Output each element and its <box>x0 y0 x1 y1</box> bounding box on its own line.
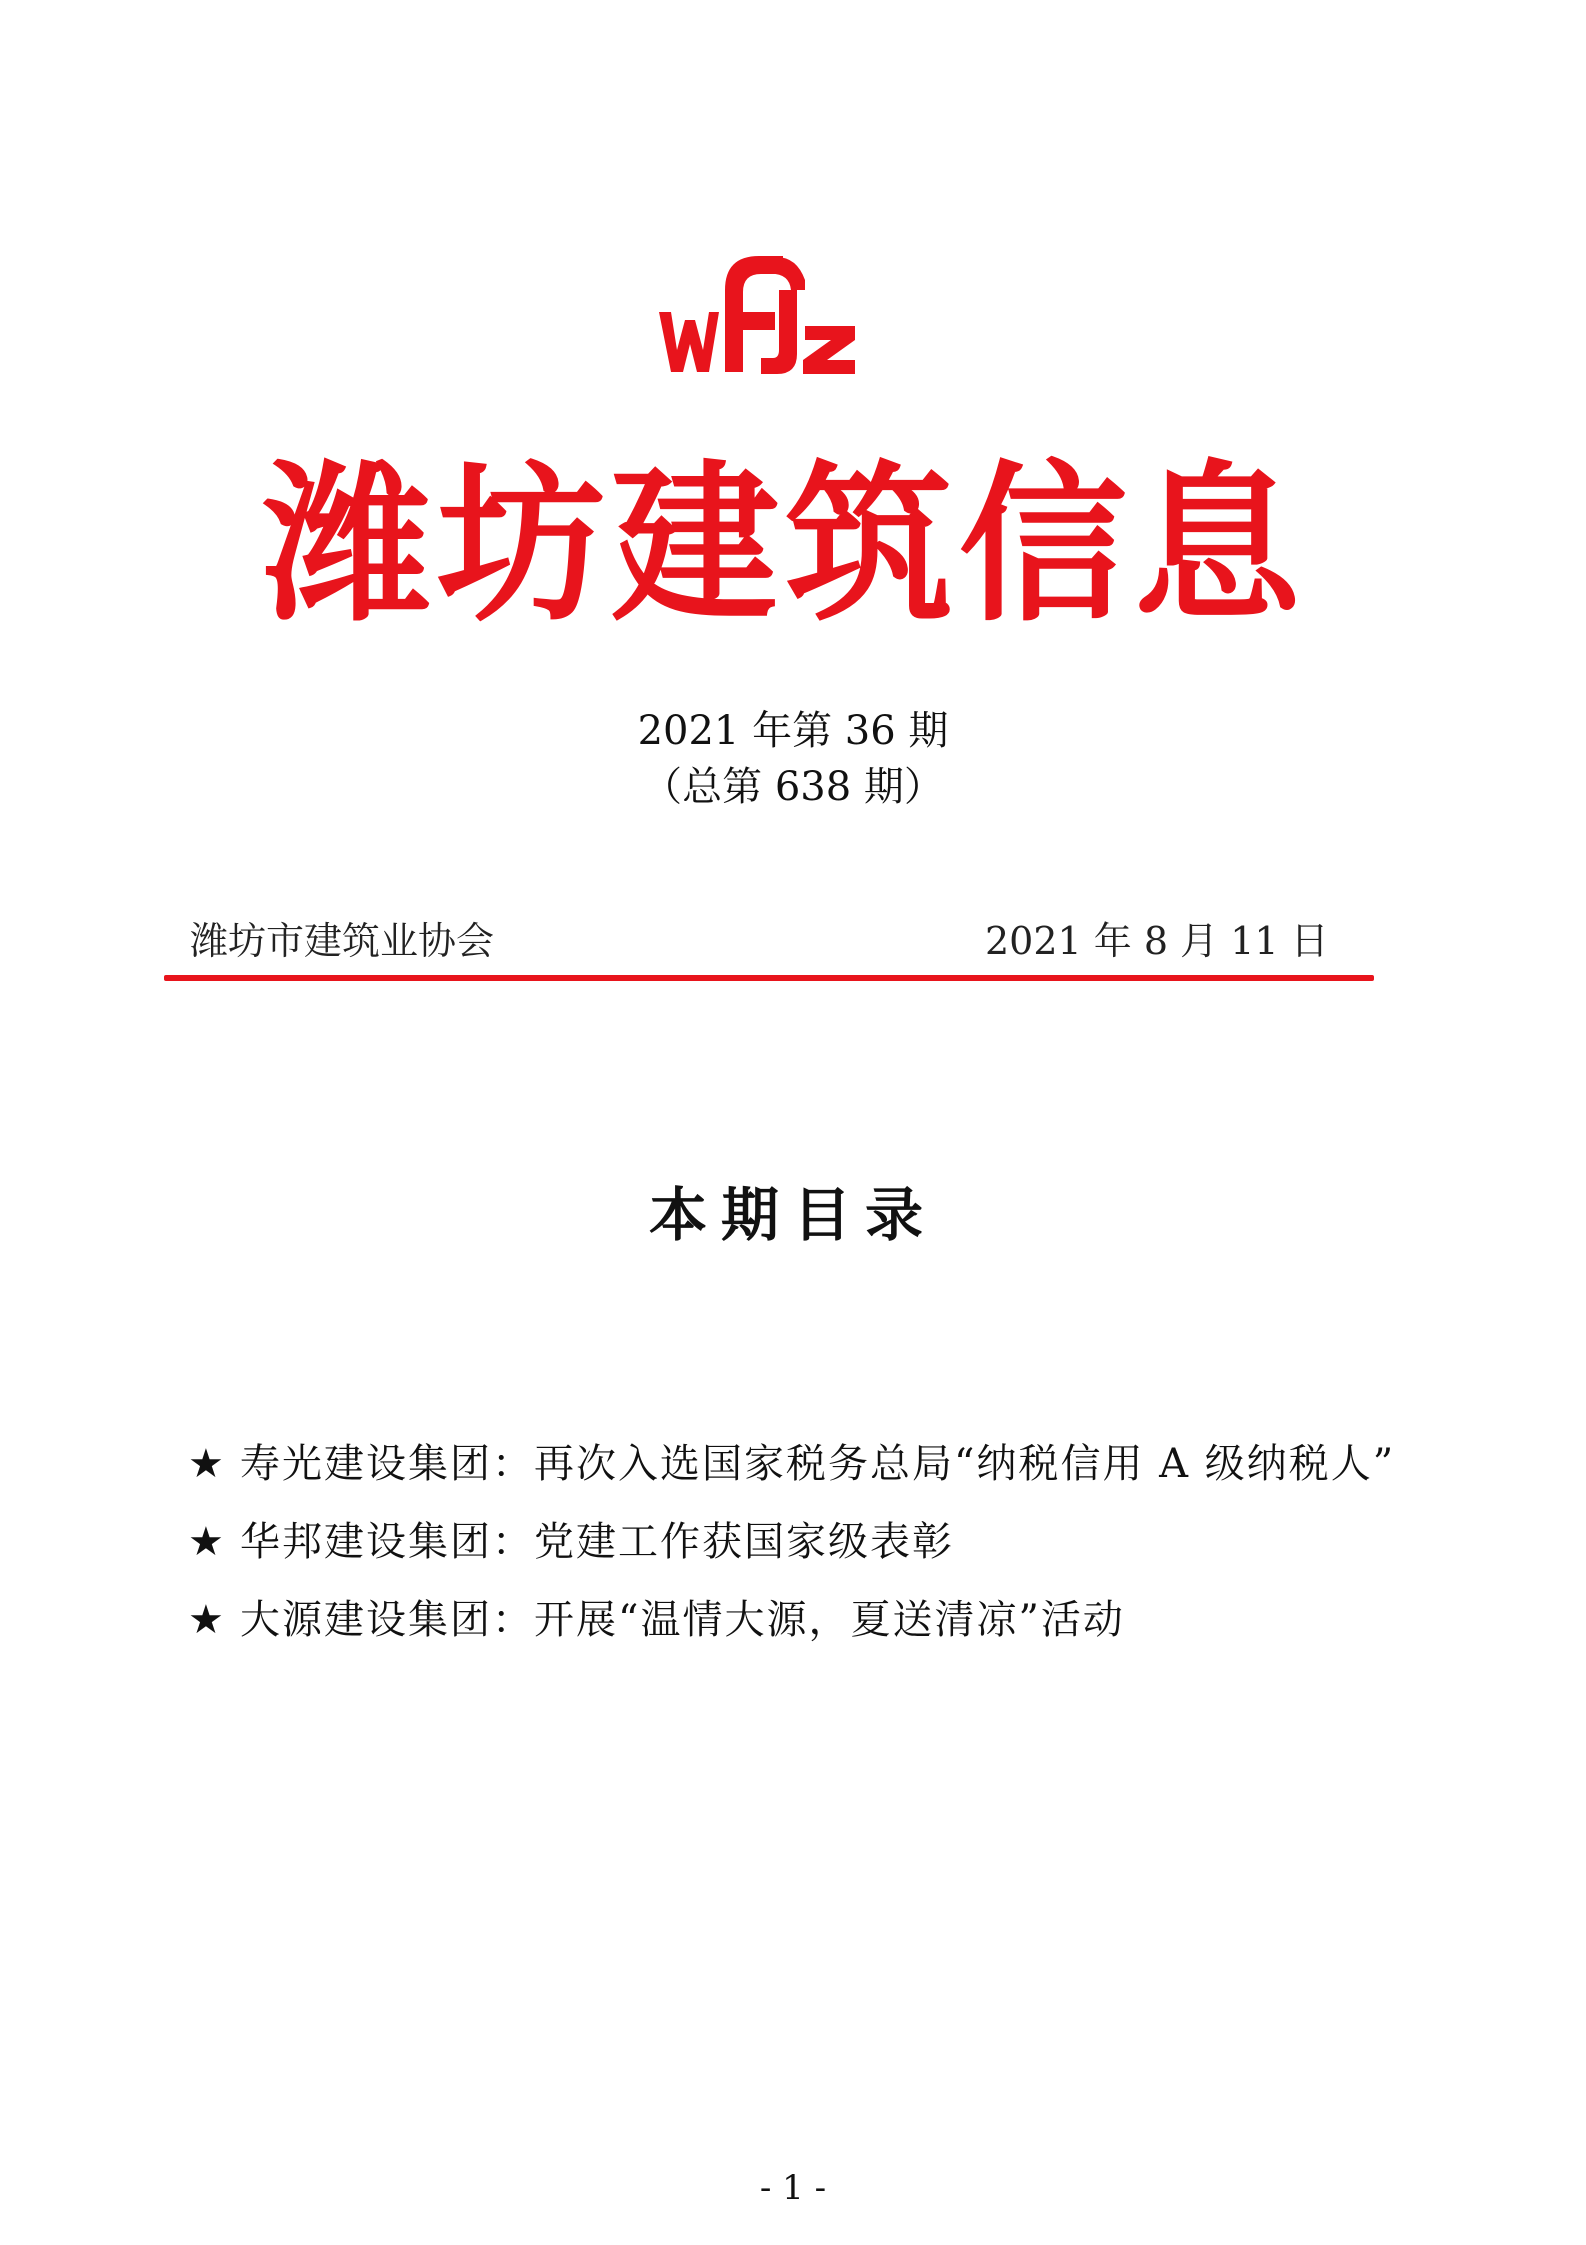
star-icon: ★ <box>188 1441 226 1487</box>
issue-number: 2021 年第 36 期 <box>637 708 949 754</box>
star-icon: ★ <box>188 1519 226 1565</box>
toc-item <box>188 1503 1428 1581</box>
publish-date: 2021 年 8 月 11 日 <box>985 919 1329 963</box>
toc-item-text: 寿光建设集团：再次入选国家税务总局“纳税信用 A 级纳税人” <box>240 1441 1396 1487</box>
toc-item <box>188 1581 1428 1659</box>
star-icon: ★ <box>188 1597 226 1643</box>
toc-item <box>188 1425 1428 1503</box>
toc-list <box>188 1425 1428 1659</box>
toc-heading: 本期目录 <box>648 1181 937 1249</box>
issue-total-number: （总第 638 期） <box>642 764 944 810</box>
header-divider <box>164 975 1374 981</box>
publisher-name: 潍坊市建筑业协会 <box>190 919 495 963</box>
wfjz-logo <box>655 250 860 380</box>
page-number: - 1 - <box>759 2168 827 2208</box>
toc-item-text: 大源建设集团：开展“温情大源，夏送清凉”活动 <box>240 1597 1125 1643</box>
masthead-title: 潍坊建筑信息 <box>263 445 1307 645</box>
toc-item-text: 华邦建设集团：党建工作获国家级表彰 <box>240 1519 954 1565</box>
